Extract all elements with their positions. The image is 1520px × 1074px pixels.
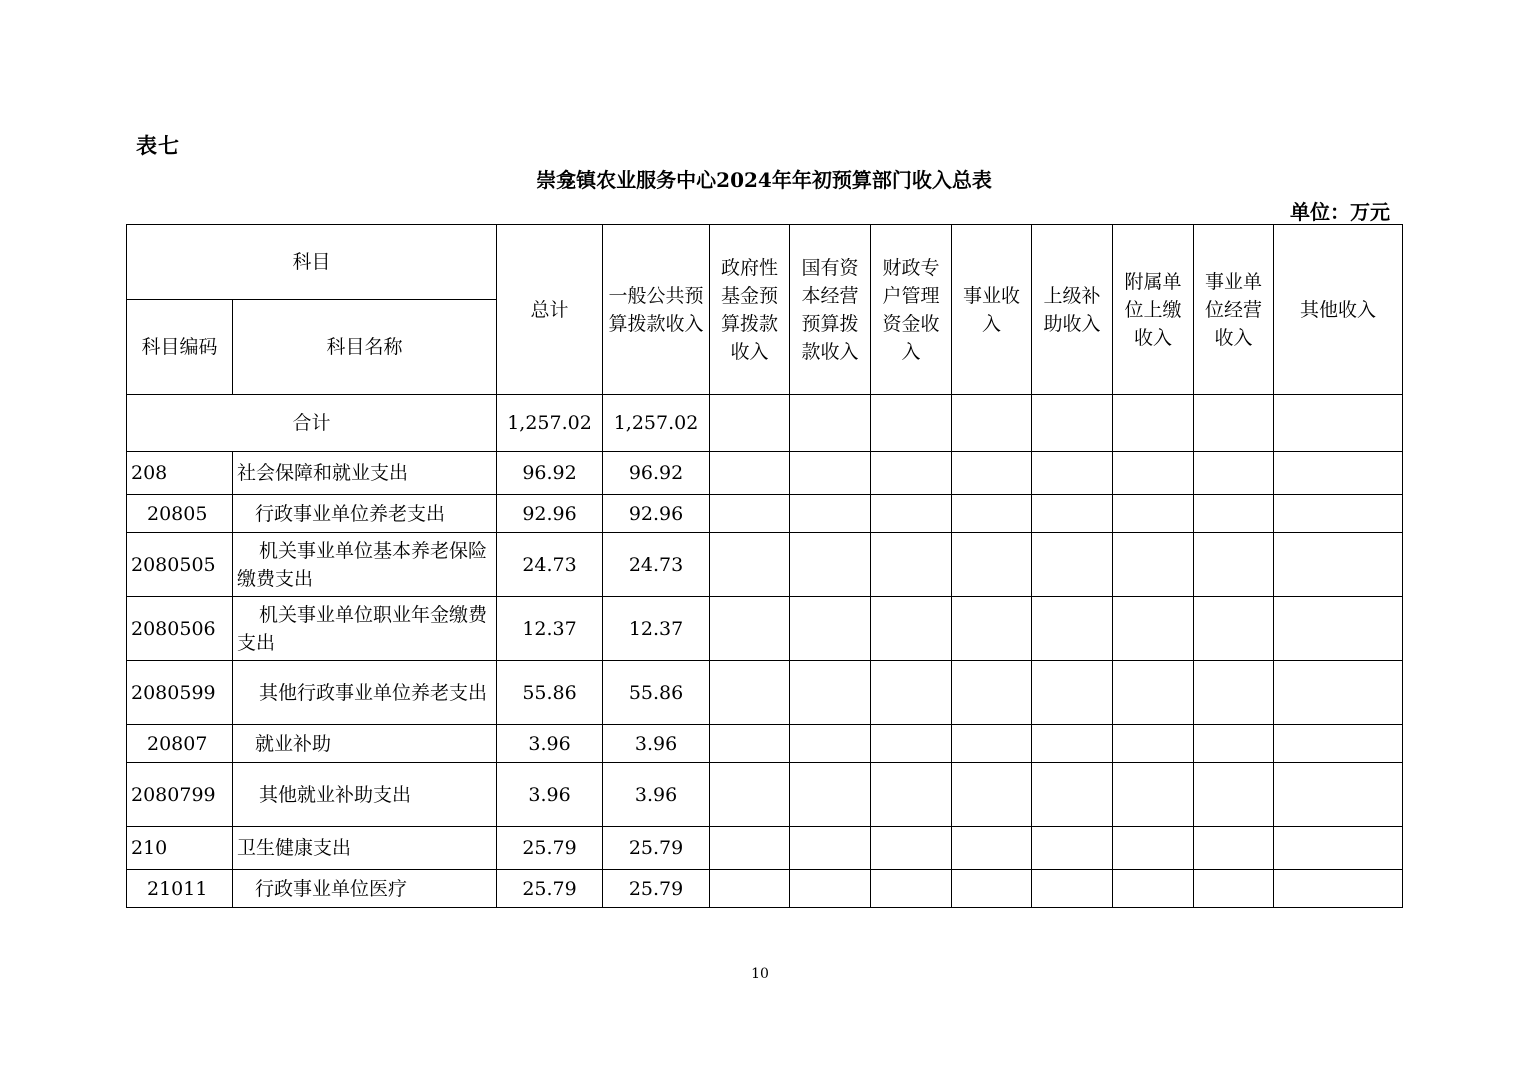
header-affiliated-turnover: 附属单位上缴收入 [1113,225,1194,395]
empty-cell [871,725,952,763]
empty-cell [1274,597,1403,661]
empty-cell [871,827,952,870]
empty-cell [1113,395,1194,452]
row-general-budget: 25.79 [603,870,710,908]
empty-cell [1113,452,1194,495]
empty-cell [952,763,1032,827]
table-row [127,763,1403,827]
row-name: 行政事业单位养老支出 [233,495,497,533]
row-name: 就业补助 [233,725,497,763]
empty-cell [1032,597,1113,661]
empty-cell [1194,725,1274,763]
empty-cell [710,395,790,452]
empty-cell [1194,870,1274,908]
empty-cell [1113,533,1194,597]
empty-cell [1032,395,1113,452]
empty-cell [1113,661,1194,725]
row-total: 96.92 [497,452,603,495]
empty-cell [871,870,952,908]
page-number: 10 [751,966,769,982]
empty-cell [1113,870,1194,908]
empty-cell [1274,533,1403,597]
row-total: 24.73 [497,533,603,597]
row-code: 20807 [127,725,233,763]
empty-cell [790,870,871,908]
row-total: 55.86 [497,661,603,725]
row-code: 2080599 [127,661,233,725]
row-total: 92.96 [497,495,603,533]
row-code: 20805 [127,495,233,533]
header-fiscal-special: 财政专户管理资金收入 [871,225,952,395]
empty-cell [790,597,871,661]
table-number-label: 表七 [136,133,180,158]
row-name: 卫生健康支出 [233,827,497,870]
table-row [127,597,1403,661]
empty-cell [710,870,790,908]
header-business-income: 事业收入 [952,225,1032,395]
empty-cell [1032,533,1113,597]
empty-cell [871,495,952,533]
empty-cell [952,395,1032,452]
row-code: 21011 [127,870,233,908]
empty-cell [790,452,871,495]
row-general-budget: 3.96 [603,725,710,763]
total-sum-value: 1,257.02 [497,395,603,452]
empty-cell [1274,495,1403,533]
total-general-budget-value: 1,257.02 [603,395,710,452]
empty-cell [871,395,952,452]
empty-cell [952,661,1032,725]
empty-cell [1274,725,1403,763]
empty-cell [1194,661,1274,725]
empty-cell [1032,870,1113,908]
empty-cell [871,597,952,661]
empty-cell [790,495,871,533]
empty-cell [952,870,1032,908]
empty-cell [1194,495,1274,533]
row-code: 208 [127,452,233,495]
row-total: 12.37 [497,597,603,661]
header-subject: 科目 [127,225,497,300]
empty-cell [710,827,790,870]
empty-cell [1032,725,1113,763]
empty-cell [1032,452,1113,495]
row-code: 2080506 [127,597,233,661]
row-code: 2080505 [127,533,233,597]
empty-cell [871,533,952,597]
row-total: 25.79 [497,827,603,870]
empty-cell [1194,763,1274,827]
table-row [127,725,1403,763]
empty-cell [1194,827,1274,870]
table-row [127,495,1403,533]
row-name: 其他行政事业单位养老支出 [233,661,497,725]
row-name: 社会保障和就业支出 [233,452,497,495]
empty-cell [790,533,871,597]
row-general-budget: 3.96 [603,763,710,827]
empty-cell [1274,395,1403,452]
row-total: 3.96 [497,763,603,827]
empty-cell [1113,763,1194,827]
row-general-budget: 96.92 [603,452,710,495]
empty-cell [1032,763,1113,827]
empty-cell [952,495,1032,533]
header-gov-fund: 政府性基金预算拨款收入 [710,225,790,395]
empty-cell [952,725,1032,763]
empty-cell [710,725,790,763]
row-name: 机关事业单位基本养老保险缴费支出 [233,533,497,597]
empty-cell [952,452,1032,495]
empty-cell [1113,597,1194,661]
empty-cell [1032,661,1113,725]
row-name: 机关事业单位职业年金缴费支出 [233,597,497,661]
row-code: 210 [127,827,233,870]
empty-cell [710,452,790,495]
row-code: 2080799 [127,763,233,827]
empty-cell [790,725,871,763]
row-name: 行政事业单位医疗 [233,870,497,908]
empty-cell [710,597,790,661]
header-row-1 [127,225,1403,300]
empty-cell [871,661,952,725]
empty-cell [710,495,790,533]
empty-cell [790,395,871,452]
row-name: 其他就业补助支出 [233,763,497,827]
empty-cell [1194,597,1274,661]
empty-cell [871,763,952,827]
header-other-income: 其他收入 [1274,225,1403,395]
empty-cell [1274,763,1403,827]
header-superior-subsidy: 上级补助收入 [1032,225,1113,395]
empty-cell [1113,725,1194,763]
document-title: 崇龛镇农业服务中心2024年年初预算部门收入总表 [536,168,992,192]
empty-cell [790,661,871,725]
income-summary-table [126,224,1403,908]
row-general-budget: 92.96 [603,495,710,533]
row-general-budget: 12.37 [603,597,710,661]
empty-cell [1274,452,1403,495]
table-row [127,661,1403,725]
row-total: 25.79 [497,870,603,908]
empty-cell [1113,827,1194,870]
empty-cell [1274,661,1403,725]
row-general-budget: 55.86 [603,661,710,725]
empty-cell [710,533,790,597]
unit-label: 单位：万元 [1290,200,1390,224]
table-row [127,452,1403,495]
empty-cell [1194,533,1274,597]
empty-cell [1274,870,1403,908]
empty-cell [952,597,1032,661]
empty-cell [1032,827,1113,870]
table-row [127,827,1403,870]
total-row [127,395,1403,452]
empty-cell [1194,395,1274,452]
empty-cell [871,452,952,495]
row-general-budget: 25.79 [603,827,710,870]
empty-cell [710,661,790,725]
header-business-operation: 事业单位经营收入 [1194,225,1274,395]
empty-cell [952,827,1032,870]
empty-cell [790,763,871,827]
table-row [127,533,1403,597]
table-row [127,870,1403,908]
header-general-budget: 一般公共预算拨款收入 [603,225,710,395]
empty-cell [790,827,871,870]
empty-cell [1113,495,1194,533]
header-total: 总计 [497,225,603,395]
empty-cell [952,533,1032,597]
header-state-capital: 国有资本经营预算拨款收入 [790,225,871,395]
header-subject-name: 科目名称 [233,300,497,395]
total-label: 合计 [127,395,497,452]
row-total: 3.96 [497,725,603,763]
empty-cell [1194,452,1274,495]
row-general-budget: 24.73 [603,533,710,597]
empty-cell [710,763,790,827]
empty-cell [1032,495,1113,533]
empty-cell [1274,827,1403,870]
header-subject-code: 科目编码 [127,300,233,395]
